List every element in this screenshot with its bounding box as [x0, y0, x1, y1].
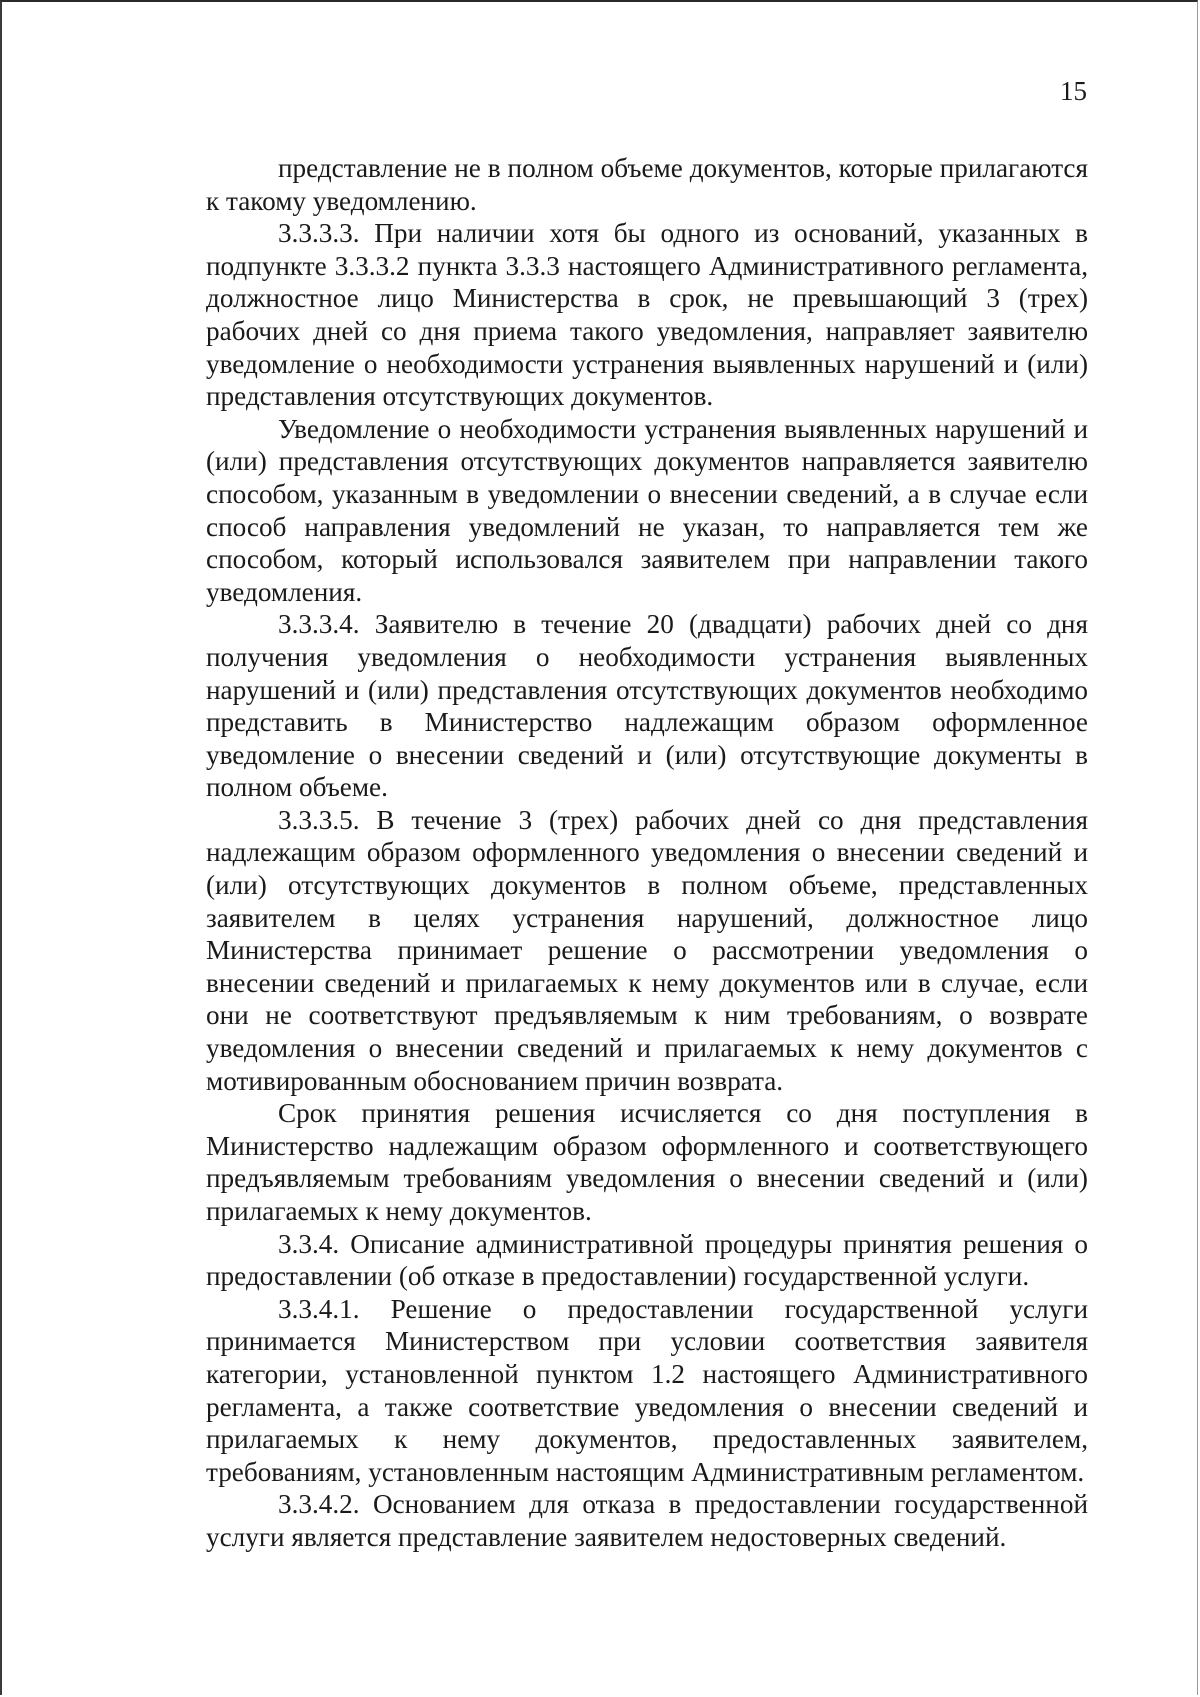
paragraph-3-3-4-2: 3.3.4.2. Основанием для отказа в предоставлении государственной услуги является представление заявителем недостоверных сведений.: [206, 1489, 1088, 1552]
paragraph-3-3-4-1: 3.3.4.1. Решение о предоставлении государственной услуги принимается Министерством при условии соответствия заявителя категории, установленной пунктом 1.2 настоящего Административного регламента, а также соответствие уведомления о внесении сведений и прилагаемых к нему документов, предоставленных заявителем, требованиям, установленным настоящим Административным регламентом.: [206, 1293, 1088, 1487]
paragraph-notification-method: Уведомление о необходимости устранения выявленных нарушений и (или) представления отсутствующих документов направляется заявителю способом, указанным в уведомлении о внесении сведений, а в случае если способ направления уведомлений не указан, то направляется тем же способом, который использовался заявителем при направлении такого уведомления.: [206, 413, 1088, 607]
paragraph-3-3-3-3: 3.3.3.3. При наличии хотя бы одного из оснований, указанных в подпункте 3.3.3.2 пункта 3.3.3 настоящего Административного регламента, должностное лицо Министерства в срок, не превышающий 3 (трех) рабочих дней со дня приема такого уведомления, направляет заявителю уведомление о необходимости устранения выявленных нарушений и (или) представления отсутствующих документов.: [206, 218, 1088, 412]
paragraph-3-3-3-5: 3.3.3.5. В течение 3 (трех) рабочих дней со дня представления надлежащим образом оформленного уведомления о внесении сведений и (или) отсутствующих документов в полном объеме, представленных заявителем в целях устранения нарушений, должностное лицо Министерства принимает решение о рассмотрении уведомления о внесении сведений и прилагаемых к нему документов или в случае, если они не соответствуют предъявляемым к ним требованиям, о возврате уведомления о внесении сведений и прилагаемых к нему документов с мотивированным обоснованием причин возврата.: [206, 804, 1088, 1096]
paragraph-continuation: представление не в полном объеме документов, которые прилагаются к такому уведомлению.: [206, 153, 1088, 216]
paragraph-3-3-3-4: 3.3.3.4. Заявителю в течение 20 (двадцати) рабочих дней со дня получения уведомления о необходимости устранения выявленных нарушений и (или) представления отсутствующих документов необходимо представить в Министерство надлежащим образом оформленное уведомление о внесении сведений и (или) отсутствующие документы в полном объеме.: [206, 609, 1088, 803]
page-number: 15: [1060, 76, 1087, 106]
paragraph-decision-term: Срок принятия решения исчисляется со дня поступления в Министерство надлежащим образом оформленного и соответствующего предъявляемым требованиям уведомления о внесении сведений и (или) прилагаемых к нему документов.: [206, 1098, 1088, 1226]
paragraph-3-3-4: 3.3.4. Описание административной процедуры принятия решения о предоставлении (об отказе в предоставлении) государственной услуги.: [206, 1228, 1088, 1292]
document-body: [206, 152, 1088, 1554]
